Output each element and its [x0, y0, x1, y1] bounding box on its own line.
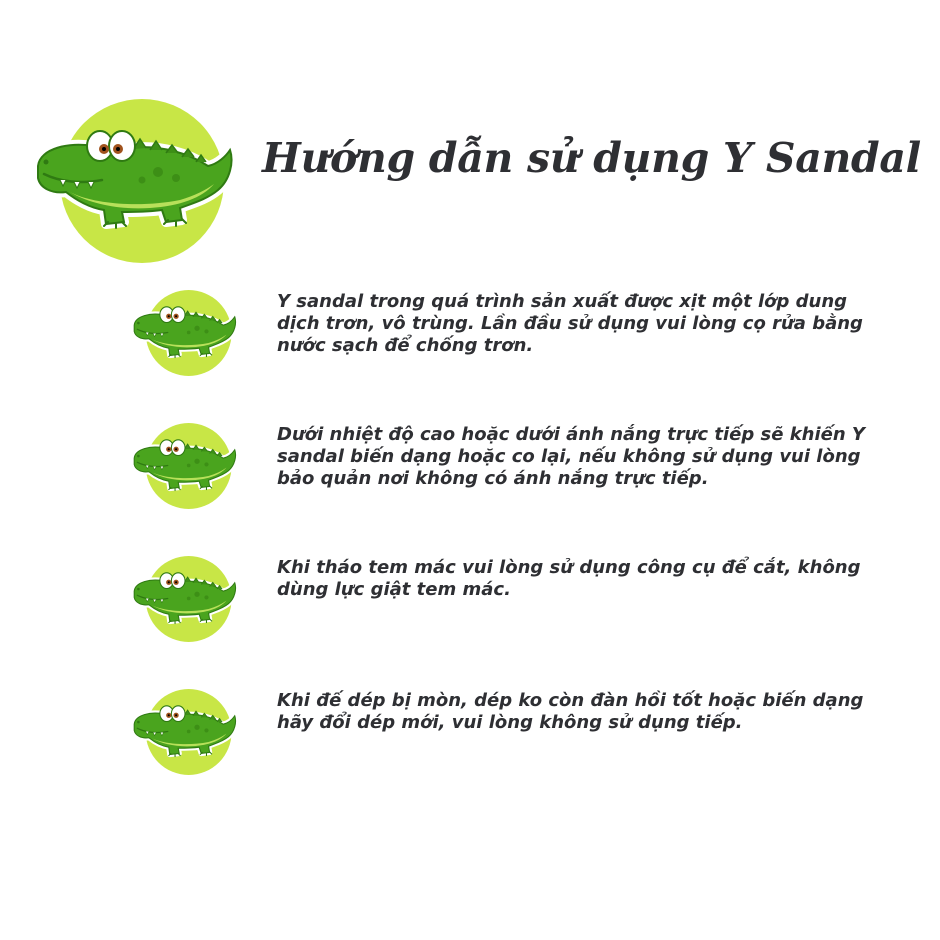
tip-text: Y sandal trong quá trình sản xuất được xịt một lớp dung dịch trơn, vô trùng. Lần đầu sử dụng vui lòng cọ rửa bằng nước sạch để chống trơn.: [277, 291, 863, 356]
crocodile-mascot-icon: [130, 687, 240, 777]
crocodile-mascot-icon: [30, 96, 240, 266]
tip-text: Khi đế dép bị mòn, dép ko còn đàn hồi tốt hoặc biến dạng hãy đổi dép mới, vui lòng không sử dụng tiếp.: [277, 690, 864, 733]
crocodile-mascot-icon: [130, 554, 240, 644]
tip-item: [130, 687, 890, 777]
tip-text: Dưới nhiệt độ cao hoặc dưới ánh nắng trực tiếp sẽ khiến Y sandal biến dạng hoặc co lại, nếu không sử dụng vui lòng bảo quản nơi không có ánh nắng trực tiếp.: [277, 424, 865, 489]
tip-text: Khi tháo tem mác vui lòng sử dụng công cụ để cắt, không dùng lực giật tem mác.: [277, 557, 861, 600]
page-title: Hướng dẫn sử dụng Y Sandal: [262, 134, 921, 182]
tip-item: [130, 554, 890, 644]
crocodile-mascot-icon: [130, 288, 240, 378]
tip-item: [130, 288, 890, 378]
crocodile-mascot-icon: [130, 421, 240, 511]
tip-item: [130, 421, 890, 511]
